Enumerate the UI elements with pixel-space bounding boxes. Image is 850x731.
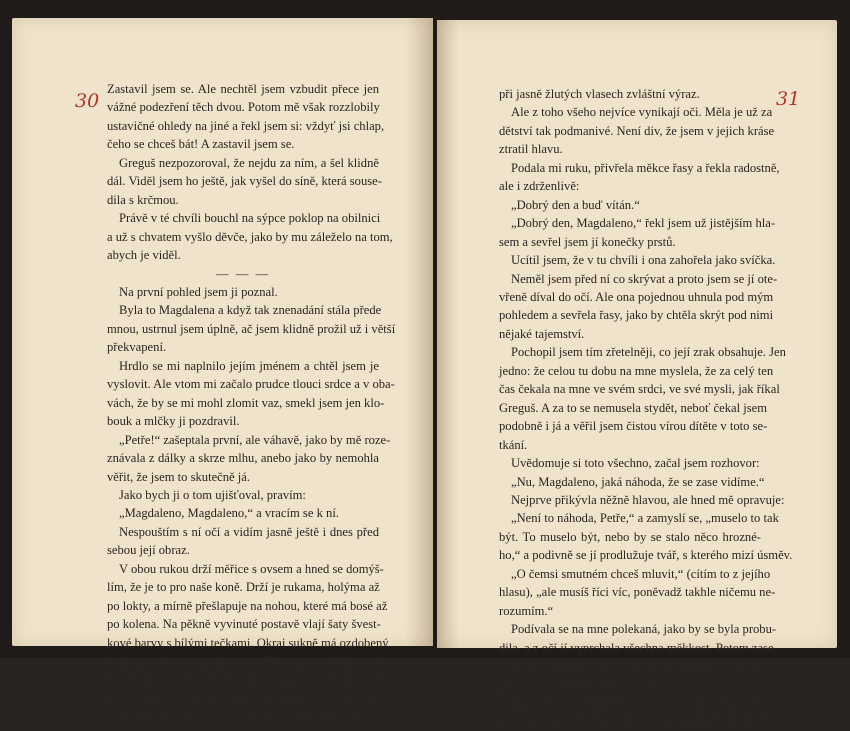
- text-line: hlasu), „ale musíš říci víc, poněvadž takhle ničemu ne-: [499, 585, 776, 600]
- left-page: [12, 18, 433, 724]
- text-line: ho,“ a podivně se jí prodlužuje tvář, s kterého mizí úsměv.: [499, 548, 793, 563]
- text-line: při jasně žlutých vlasech zvláštní výraz.: [499, 87, 700, 101]
- text-line: pravidelný tmavý oblouk obočí, který vnucuje její tváři: [107, 709, 386, 724]
- text-line: „O čemsi smutném chceš mluvit,“ (cítím to z jejího: [511, 566, 771, 581]
- text-line: po kolena. Na pěkně vyvinuté postavě vlají šaty švest-: [107, 617, 381, 632]
- text-line: vyslovit. Ale vtom mi začalo prudce tlouci srdce a v oba-: [107, 377, 395, 392]
- right-page-gutter-shadow: [437, 20, 459, 648]
- text-line: vřeně díval do očí. Ale ona pojednou uhnula pod mým: [499, 289, 774, 304]
- text-line: tkání.: [499, 437, 528, 452]
- text-line: Greguš nezpozoroval, že nejdu za ním, a šel klidně: [119, 155, 379, 170]
- text-line: Podívala se na mne polekaná, jako by se byla probu-: [511, 622, 777, 637]
- text-line: Podala mi ruku, přivřela měkce řasy a řekla radostně,: [511, 160, 780, 175]
- text-line: „Petře!“ zašeptala první, ale váhavě, jako by mě roze-: [119, 432, 391, 447]
- page-number-left: 30: [75, 90, 100, 112]
- text-line: abych je viděl.: [107, 248, 181, 263]
- text-line: mnou, ustrnul jsem úplně, ač jsem klidně prožil už i větší: [107, 321, 396, 336]
- text-line: překvapení.: [107, 340, 167, 355]
- text-line: vážné podezření těch dvou. Potom mě však rozzlobily: [107, 100, 380, 115]
- text-line: pohledem a sevřela řasy, jako by chtěla skrýt pod nimi: [499, 308, 774, 323]
- text-line: po lokty, a mírně přešlapuje na nohou, které má bosé až: [107, 598, 388, 613]
- page-number-right: 31: [776, 88, 801, 110]
- text-line: „Magdaleno, Magdaleno,“ a vracím se k ní.: [119, 506, 339, 521]
- text-line: ztratil hlavu.: [499, 142, 563, 157]
- text-line: ale i zdrženlivě:: [499, 179, 580, 194]
- text-line: Byla to Magdalena a když tak znenadání stála přede: [119, 303, 382, 318]
- text-line: má i předvečerní nebe a její oči. Nad očima se klene: [107, 690, 379, 705]
- text-line: „šla jsem jen dát koním ovsa, bratranec Jožko mi to po-: [499, 714, 780, 729]
- text-line: „Nu, Magdaleno, jaká náhoda, že se zase vidíme.“: [511, 474, 765, 489]
- text-line: vázán bílý tylový šátek. Všímám si, že barvu jejích šatů: [107, 672, 388, 687]
- text-line: sem a sevřel jsem jí konečky prstů.: [499, 234, 676, 249]
- text-line: dál. Viděl jsem ho ještě, jak vyšel do síně, která souse-: [107, 174, 382, 189]
- text-line: Pochopil jsem tím zřetelněji, co její zrak obsahuje. Jen: [511, 345, 786, 360]
- text-line: vách, že by se mi mohl zlomit vaz, smekl jsem jen klo-: [107, 395, 385, 410]
- text-line: „Vlastně nic, Petře,“ zamlouvá a násilně se usmívá,: [511, 695, 771, 710]
- text-line: Nespouštím s ní očí a vidím jasně ještě i dnes před: [119, 524, 379, 539]
- text-line: koušela se mě přesvědčit o opaku.: [499, 677, 672, 692]
- text-line: čas čekala na mne ve svém srdci, ve své mysli, jak říkal: [499, 382, 780, 397]
- text-line: jedno: že celou tu dobu na mne myslela, že za celý ten: [499, 363, 774, 378]
- text-line: znávala z dálky a skrze mlhu, anebo jako by nemohla: [107, 451, 379, 466]
- text-line: dila, a z očí jí vyprchala všechna měkkost. Potom zase,: [499, 640, 777, 655]
- text-line: lím, že je to pro naše koně. Drží je rukama, holýma až: [107, 580, 380, 595]
- text-line: Hrdlo se mi naplnilo jejím jménem a chtěl jsem je: [119, 358, 379, 373]
- text-line: být. To muselo být, nebo by se stalo něco hrozné-: [499, 529, 761, 544]
- text-line: ustavičné ohledy na jiné a řekl jsem si: vždyť jsi chlap,: [107, 118, 385, 133]
- text-line: Uvědomuje si toto všechno, začal jsem rozhovor:: [511, 456, 760, 471]
- text-line: Jako bych ji o tom ujišťoval, pravím:: [119, 487, 306, 502]
- text-line: Na první pohled jsem ji poznal.: [119, 284, 278, 299]
- text-line: — — —: [215, 266, 271, 281]
- text-line: rozumím.“: [499, 603, 554, 618]
- text-line: a už s chvatem vyšlo děvče, jako by mu záleželo na tom,: [107, 229, 393, 244]
- text-line: Ale z toho všeho nejvíce vynikají oči. Měla je už za: [511, 105, 773, 120]
- text-line: „Není to náhoda, Petře,“ a zamyslí se, „muselo to tak: [511, 511, 779, 526]
- text-line: širokou stuhou pestrých barev. Přes prsa má křížem pře-: [107, 654, 390, 669]
- text-line: Zastavil jsem se. Ale nechtěl jsem vzbudit přece jen: [107, 82, 379, 96]
- left-page-gutter-shadow: [405, 18, 433, 646]
- text-line: dětství tak podmanivé. Není div, že jsem v jejich kráse: [499, 123, 775, 138]
- text-line: podobně i já a věřil jsem čistou vírou dítěte v toto se-: [499, 419, 768, 434]
- right-page: [437, 20, 837, 729]
- text-line: „Dobrý den a buď vítán.“: [511, 197, 640, 212]
- text-line: sebou její obraz.: [107, 543, 190, 558]
- text-line: bouk a mlčky ji pozdravil.: [107, 414, 240, 429]
- text-line: věřit, že jsem to skutečně já.: [107, 469, 251, 484]
- text-line: jako by se vzpamatovala a chtěla vyslovené odvolat, po-: [499, 659, 784, 674]
- text-line: dila s krčmou.: [107, 192, 179, 207]
- text-line: kové barvy s bílými tečkami. Okraj sukně má ozdobený: [107, 635, 389, 650]
- text-line: Neměl jsem před ní co skrývat a proto jsem se jí ote-: [511, 271, 778, 286]
- text-line: Greguš. A za to se nemusela stydět, neboť čekal jsem: [499, 400, 768, 415]
- text-line: Nejprve přikývla něžně hlavou, ale hned mě opravuje:: [511, 492, 785, 507]
- text-line: Ucítil jsem, že v tu chvíli i ona zahořela jako svíčka.: [511, 253, 776, 268]
- text-line: V obou rukou drží měřice s ovsem a hned se domýš-: [119, 561, 384, 576]
- text-line: „Dobrý den, Magdaleno,“ řekl jsem už jistějším hla-: [511, 216, 776, 231]
- text-line: Právě v té chvíli bouchl na sýpce poklop na obilnici: [119, 211, 381, 226]
- left-page-text: [107, 80, 396, 726]
- text-line: čeho se chceš bát! A zastavil jsem se.: [107, 137, 295, 152]
- text-line: nějaké tajemství.: [499, 326, 585, 341]
